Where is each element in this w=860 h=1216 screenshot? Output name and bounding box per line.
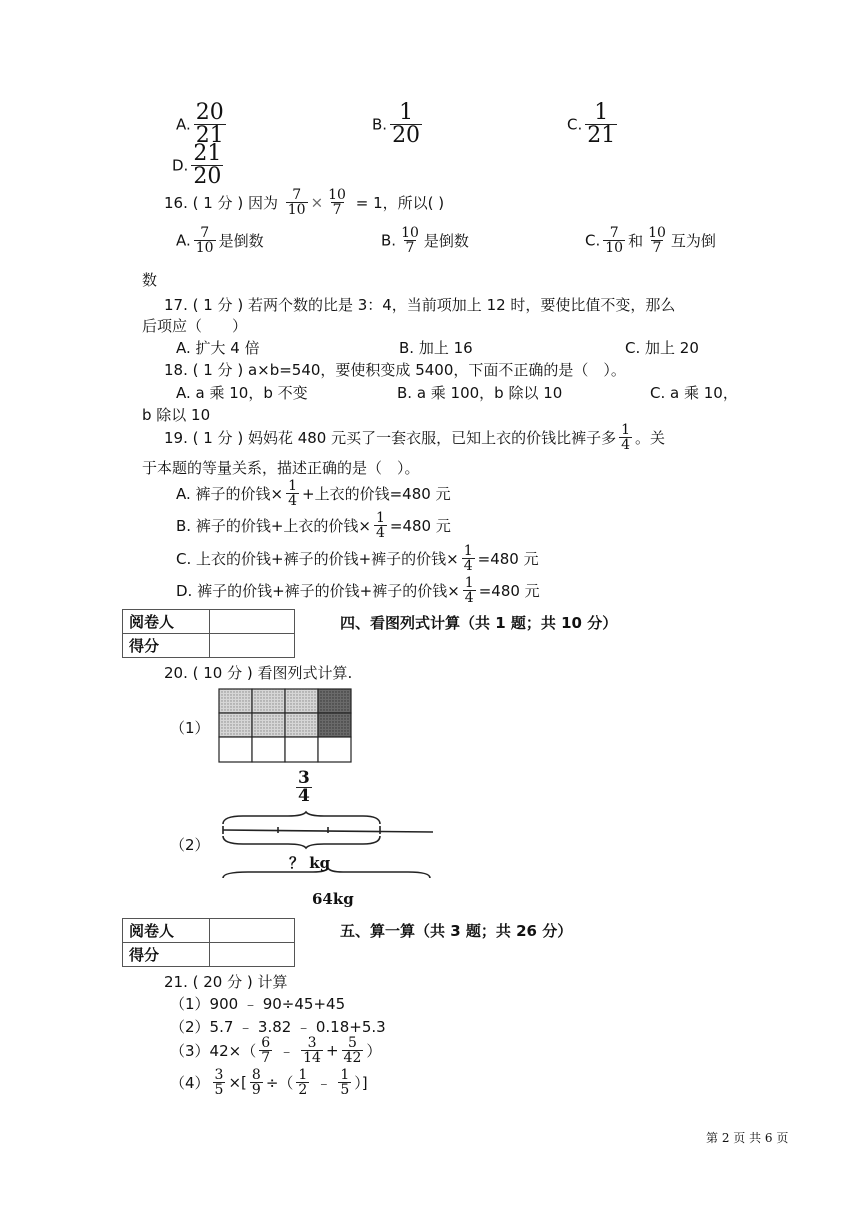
operator: ÷（: [265, 1074, 294, 1092]
numerator: 6: [261, 1035, 271, 1051]
q18-option-a: A. a 乘 10，b 不变: [176, 384, 308, 402]
q15-option-d: [172, 143, 226, 188]
fraction: [296, 770, 312, 805]
q18-line1: 18. ( 1 分 ) a×b=540，要使积变成 5400，下面不正确的是（ ）。: [164, 361, 626, 379]
numerator: 10: [401, 225, 419, 241]
numerator: 21: [193, 141, 222, 166]
grid-cell: [252, 713, 285, 737]
numerator: 7: [292, 187, 302, 203]
fraction: [286, 188, 308, 217]
q20-unknown-label: ？ kg: [289, 854, 331, 872]
score-field: [210, 943, 295, 967]
q18-option-b: B. a 乘 100，b 除以 10: [397, 384, 563, 402]
fraction: [296, 1068, 309, 1097]
denominator: 21: [587, 123, 616, 148]
page-footer: 第 2 页 共 6 页: [706, 1131, 789, 1145]
denominator: 10: [195, 240, 214, 256]
option-label: C.: [567, 115, 583, 134]
numerator: 1: [340, 1067, 350, 1083]
fraction: [603, 226, 625, 255]
grid-cell: [252, 737, 285, 762]
operator: ×[: [228, 1073, 247, 1092]
numerator: 10: [328, 187, 346, 203]
expression-text: （3）42×（: [170, 1042, 257, 1060]
grid-cell-dark: [318, 689, 351, 713]
fraction: [374, 511, 387, 540]
q20-title: 20. ( 10 分 ) 看图列式计算.: [164, 664, 353, 682]
option-text: =480 元: [477, 550, 539, 568]
fraction: [286, 479, 299, 508]
q16-option-b: [381, 226, 469, 255]
numerator: 1: [463, 543, 473, 559]
grid-cell: [285, 737, 318, 762]
option-label: C.: [585, 231, 601, 250]
denominator: 5: [214, 1082, 224, 1098]
q20-total-label: 64kg: [312, 890, 354, 908]
reviewer-label: 阅卷人: [123, 919, 210, 943]
q17-line2: 后项应（ ）: [142, 317, 248, 335]
fraction: [399, 226, 421, 255]
grid-cell: [318, 737, 351, 762]
expression-text: （4）: [170, 1074, 210, 1092]
score-label: 得分: [123, 943, 210, 967]
fraction: [326, 188, 348, 217]
operator: ﹣: [316, 1074, 332, 1092]
denominator: 10: [605, 240, 624, 256]
denominator: 7: [332, 202, 342, 218]
fraction: [194, 226, 216, 255]
question-text: 16. ( 1 分 ) 因为: [164, 194, 278, 212]
option-text: =480 元: [389, 517, 451, 535]
q17-option-c: C. 加上 20: [625, 339, 699, 357]
score-field: [210, 634, 295, 658]
q21-expr-2: （2）5.7 ﹣ 3.82 ﹣ 0.18+5.3: [170, 1018, 386, 1036]
numerator: 1: [375, 510, 385, 526]
denominator: 4: [464, 590, 474, 606]
option-text: D. 裤子的价钱+裤子的价钱+裤子的价钱×: [176, 582, 460, 600]
operator: ﹣: [279, 1042, 295, 1060]
fraction: [301, 1036, 323, 1065]
q17-option-b: B. 加上 16: [399, 339, 473, 357]
grid-cell: [285, 689, 318, 713]
option-text: A. 裤子的价钱×: [176, 485, 284, 503]
denominator: 20: [193, 164, 222, 189]
denominator: 21: [195, 123, 224, 148]
q21-title: 21. ( 20 分 ) 计算: [164, 973, 288, 991]
grid-cell: [219, 689, 252, 713]
denominator: 4: [463, 558, 473, 574]
q16-option-c-wrap: 数: [142, 271, 158, 289]
denominator: 4: [288, 493, 298, 509]
option-text: 是倒数: [423, 232, 469, 250]
numerator: 7: [200, 225, 210, 241]
q21-expr-4: [170, 1068, 368, 1097]
fraction: [342, 1036, 364, 1065]
denominator: 4: [621, 437, 631, 453]
q19-option-c: [176, 544, 539, 573]
reviewer-label: 阅卷人: [123, 610, 210, 634]
fraction: [213, 1068, 226, 1097]
fraction: [585, 102, 617, 147]
q19-line2: 于本题的等量关系，描述正确的是（ ）。: [142, 459, 420, 477]
q18-option-c: C. a 乘 10，: [650, 384, 738, 402]
grid-cell: [252, 689, 285, 713]
section-4-heading: 四、看图列式计算（共 1 题；共 10 分）: [340, 614, 618, 632]
denominator: 42: [343, 1050, 362, 1066]
top-brace: [223, 812, 380, 824]
denominator: 7: [405, 240, 415, 256]
numerator: 1: [298, 1067, 308, 1083]
option-label: B.: [381, 231, 397, 250]
grid-cell-dark: [318, 713, 351, 737]
q21-expr-3: [170, 1036, 381, 1065]
option-label: D.: [172, 156, 189, 175]
option-text: =480 元: [478, 582, 540, 600]
q19-option-b: [176, 511, 451, 540]
expression-text: ）]: [354, 1074, 368, 1092]
denominator: 10: [287, 202, 306, 218]
reviewer-field: [210, 610, 295, 634]
fraction: [250, 1068, 263, 1097]
grid-cell: [219, 737, 252, 762]
expression-text: ）: [366, 1042, 382, 1060]
numerator: 3: [307, 1035, 317, 1051]
operator: +: [325, 1041, 339, 1060]
question-text: = 1，所以( ): [355, 194, 445, 212]
option-label: A.: [176, 231, 191, 250]
fraction: [646, 226, 668, 255]
option-text: 是倒数: [218, 232, 264, 250]
grader-box: [122, 609, 295, 658]
denominator: 9: [251, 1082, 261, 1098]
option-text: B. 裤子的价钱+上衣的价钱×: [176, 517, 371, 535]
q16-stem: [164, 188, 444, 217]
denominator: 7: [652, 240, 662, 256]
grid-cell: [219, 713, 252, 737]
q16-option-c: [585, 226, 716, 255]
q19-line1: [164, 423, 665, 452]
numerator: 5: [348, 1035, 357, 1051]
q16-option-a: [176, 226, 264, 255]
fraction: [619, 423, 632, 452]
numerator: 3: [298, 768, 310, 788]
q17-line1: 17. ( 1 分 ) 若两个数的比是 3：4，当前项加上 12 时，要使比值不变，那么: [164, 296, 676, 314]
denominator: 20: [392, 123, 421, 148]
q20-grid-figure: [218, 688, 352, 764]
denominator: 4: [375, 525, 385, 541]
q20-line-diagram: [218, 810, 438, 886]
q19-option-d: [176, 576, 540, 605]
grader-box: [122, 918, 295, 967]
denominator: 2: [298, 1082, 308, 1098]
option-text: 互为倒: [670, 232, 716, 250]
times-sign: ×: [310, 193, 324, 212]
denominator: 4: [298, 786, 310, 806]
fraction: [259, 1036, 272, 1065]
fraction: [338, 1068, 351, 1097]
numerator: 3: [214, 1067, 224, 1083]
numerator: 8: [251, 1067, 261, 1083]
section-5-heading: 五、算一算（共 3 题；共 26 分）: [340, 922, 573, 940]
fraction: [462, 544, 475, 573]
denominator: 7: [261, 1050, 271, 1066]
numerator: 1: [288, 478, 298, 494]
q19-option-a: [176, 479, 451, 508]
option-label: A.: [176, 115, 191, 134]
option-text: C. 上衣的价钱+裤子的价钱+裤子的价钱×: [176, 550, 459, 568]
option-text: 和: [628, 232, 644, 250]
fraction: [390, 102, 422, 147]
q20-fraction-label: [293, 770, 315, 805]
score-label: 得分: [123, 634, 210, 658]
q21-expr-1: （1）900 ﹣ 90÷45+45: [170, 995, 346, 1013]
q15-option-b: [372, 102, 425, 147]
numerator: 1: [621, 422, 631, 438]
q17-option-a: A. 扩大 4 倍: [176, 339, 260, 357]
q15-option-c: [567, 102, 620, 147]
denominator: 5: [340, 1082, 350, 1098]
numerator: 20: [195, 100, 224, 125]
numerator: 1: [464, 575, 474, 591]
numerator: 7: [609, 225, 619, 241]
reviewer-field: [210, 919, 295, 943]
numerator: 1: [399, 100, 414, 125]
q20-part1-label: （1）: [170, 719, 210, 737]
q18-option-c-wrap: b 除以 10: [142, 406, 211, 424]
fraction: [463, 576, 476, 605]
q20-part2-label: （2）: [170, 836, 210, 854]
denominator: 14: [303, 1050, 321, 1066]
option-label: B.: [372, 115, 388, 134]
question-text: 19. ( 1 分 ) 妈妈花 480 元买了一套衣服，已知上衣的价钱比裤子多: [164, 429, 617, 447]
numerator: 10: [648, 225, 666, 241]
question-text: 。关: [635, 429, 666, 447]
grid-cell: [285, 713, 318, 737]
option-text: +上衣的价钱=480 元: [302, 485, 451, 503]
bottom-brace: [223, 836, 380, 848]
numerator: 1: [594, 100, 609, 125]
fraction: [191, 143, 223, 188]
